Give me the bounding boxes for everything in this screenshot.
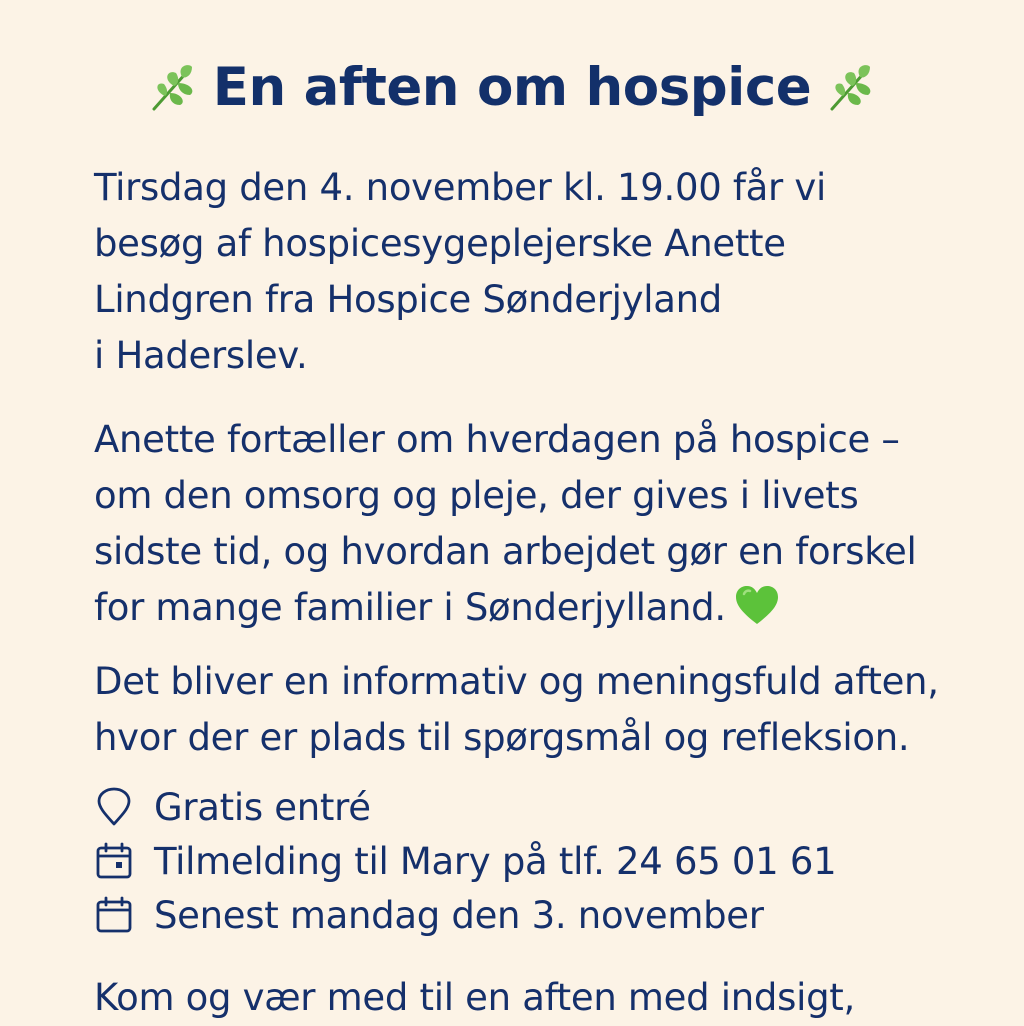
leaf-icon — [824, 61, 878, 115]
info-price-text: Gratis entré — [154, 785, 371, 829]
intro-paragraph: Tirsdag den 4. november kl. 19.00 får vi besøg af hospicesygeplejerske Anette Lindgren fra Hospice Sønderjyland i Haderslev. — [94, 166, 826, 377]
info-list — [94, 780, 836, 942]
info-deadline — [94, 888, 836, 942]
info-signup — [94, 834, 836, 888]
header — [0, 52, 1024, 124]
about-paragraph — [94, 412, 916, 636]
page-title: En aften om hospice — [212, 57, 812, 118]
closing-paragraph: Kom og vær med til en aften med indsigt, — [94, 976, 855, 1019]
info-signup-text: Tilmelding til Mary på tlf. 24 65 01 61 — [154, 839, 837, 883]
about-text: Anette fortæller om hverdagen på hospice – om den omsorg og pleje, der gives i livets sidste tid, og hvordan arbejdet gør en forskel for mange familier i Sønderjylland. — [94, 418, 917, 629]
calendar-icon — [94, 895, 134, 935]
info-deadline-text: Senest mandag den 3. november — [154, 893, 764, 937]
leaf-icon — [146, 61, 200, 115]
location-pin-icon — [94, 787, 134, 827]
green-heart-icon — [734, 584, 780, 628]
calendar-icon — [94, 841, 134, 881]
invite-paragraph: Det bliver en informativ og meningsfuld aften, hvor der er plads til spørgsmål og refleksion. — [94, 660, 939, 759]
info-price — [94, 780, 836, 834]
